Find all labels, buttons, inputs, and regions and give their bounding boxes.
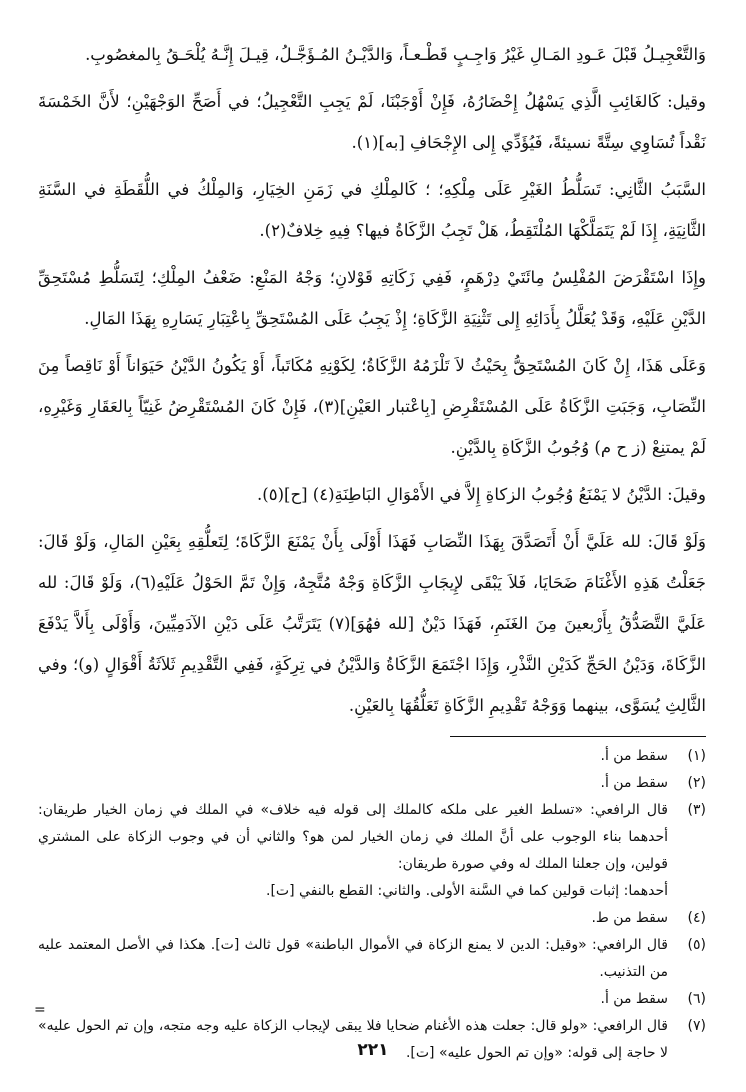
footnote-line: أحدهما: إثبات قولين كما في السَّنة الأولى. والثاني: القطع بالنفي [ت]. (266, 883, 668, 899)
footnote-text (38, 905, 668, 932)
footnote-text (38, 986, 668, 1013)
footnote-line: سقط من أ. (600, 748, 668, 764)
footnote (38, 932, 706, 986)
footnote-text (38, 932, 668, 986)
footnote-number: (٧) (687, 1018, 706, 1034)
footnote-line: قال الرافعي: «وقيل: الدين لا يمنع الزكاة في الأموال الباطنة» قول ثالث [ت]. هكذا في الأصل المعتمد عليه من التذنيب. (38, 937, 668, 980)
footnote-line: سقط من أ. (600, 775, 668, 791)
footnote (38, 743, 706, 770)
main-text (38, 34, 706, 726)
footnote-number: (١) (687, 748, 706, 764)
footnote (38, 770, 706, 797)
footnote-divider (450, 736, 706, 737)
footnote (38, 986, 706, 1013)
footnote-number: (٢) (687, 775, 706, 791)
footnote-line: قال الرافعي: «تسلط الغير على ملكه كالملك إلى قوله فيه خلاف» في الملك في زمان الخيار طريقان: أحدهما بناء الوجوب على أنَّ الملك في زمان الخيار لمن هو؟ والثاني أن في وجوب الزكاة على المشتري قولين، وإن جعلنا الملك له وفي صورة طريقان: (38, 802, 668, 872)
paragraph-2: وقيل: كَالغَائِبِ الَّذِي يَسْهُلُ إِحْضَارُهُ، فَإِنْ أَوْجَبْنَا، لَمْ يَجِبِ التَّعْجِيلُ؛ في أَصَحِّ الوَجْهَيْنِ؛ لأَنَّ الخَمْسَةَ نَقْداً تُسَاوِي سِتَّةً نسيئةً، فَيُؤَدِّي إِلى الإِجْحَافِ [به](١). (38, 92, 706, 152)
footnote-number: (٣) (687, 802, 706, 818)
footnotes-list (38, 743, 706, 1067)
paragraph-6: وقيلَ: الدَّيْنُ لا يَمْنَعُ وُجُوبُ الزكاةِ إِلاَّ في الأَمْوَالِ البَاطِنَةِ(٤) [ح](٥). (257, 485, 706, 504)
footnote-number: (٥) (687, 937, 706, 953)
paragraph-1: وَالتَّعْجِيـلُ قَبْلَ عَـودِ المَـالِ غَيْرُ وَاجِـبٍ قَطْـعـاً، وَالدَّيْـنُ المُـؤَجَّـلُ، قِيـلَ إِنَّـهُ يُلْحَـقُ بِالمغصُوبِ. (85, 45, 706, 64)
continuation-mark: = (34, 1002, 46, 1018)
footnote-number: (٦) (687, 991, 706, 1007)
footnote-line: سقط من أ. (600, 991, 668, 1007)
paragraph-7: وَلَوْ قَالَ: لله عَلَيَّ أَنْ أَتَصَدَّقَ بِهَذَا النِّصَابِ فَهَذَا أَوْلَى بِأَنْ يَمْنَعَ الزَّكَاةَ؛ لِتَعلُّقِهِ بِعَيْنِ المَالِ، وَلَوْ قَالَ: جَعَلْتُ هَذِهِ الأَغْنَامَ ضَحَايَا، فَلاَ يَبْقَى لإِيجَابِ الزَّكَاةِ وَجْهٌ مُتَّجِهٌ، وَإِنْ تَمَّ الحَوْلُ عَلَيْهِ(٦)، وَلَوْ قَالَ: لله عَلَيَّ التَّصَدُّقُ بِأَرْبعينَ مِنَ الغَنَمِ، فَهَذَا دَيْنٌ [لله فهُوَ](٧) يَتَرَتَّبُ عَلَى دَيْنِ الآدَمِيِّينَ، وَأَوْلَى بِأَلاَّ يَدْفَعَ الزَّكَاةَ، وَدَيْنُ الحَجِّ كَدَيْنِ النَّذْرِ، وَإِذَا اجْتَمَعَ الزَّكَاةُ وَالدَّيْنُ في تِرِكَةٍ، فَفِي التَّقْدِيمِ ثَلاَثَةُ أَقْوَالٍ (و)؛ وفي الثَّالِثِ يُسَوَّى، بينهما وَوَجْهُ تَقْدِيمِ الزَّكَاةِ تَعَلُّقُهَا بِالعَيْنِ. (38, 532, 706, 715)
footnote-text (38, 743, 668, 770)
page-number: ٢٢١ (357, 1040, 389, 1060)
footnote-number: (٤) (687, 910, 706, 926)
footnote (38, 797, 706, 905)
paragraph-4: وإِذَا اسْتَقْرَضَ المُفْلِسُ مِائَتَيْ دِرْهَمٍ، فَفِي زَكَاتِهِ قَوْلانِ؛ وَجْهُ المَنْعِ: ضَعْفُ المِلْكِ؛ لِتَسَلُّطِ مُسْتَحِقِّ الدَّيْنِ عَلَيْهِ، وَقَدْ يُعَلَّلُ بِأَدَائِهِ إِلى تَثْنِيَةِ الزَّكَاةِ؛ إِذْ يَجِبُ عَلَى المُسْتَحِقِّ بِاعْتِبَارِ يَسَارِهِ بِهَذَا المَالِ. (38, 268, 706, 328)
footnote-text (38, 797, 668, 905)
footnote-line: قال الرافعي: «ولو قال: جعلت هذه الأغنام ضحايا فلا يبقى لإيجاب الزكاة عليه وجه متجه، وإن تم الحول عليه» لا حاجة إلى قوله: «وإن تم الحول عليه» [ت]. (38, 1018, 668, 1061)
footnote-line: سقط من ط. (591, 910, 668, 926)
paragraph-5: وَعَلَى هَذَا، إِنْ كَانَ المُسْتَحِقُّ بِحَيْثُ لاَ تَلْزَمُهُ الزَّكَاةُ؛ لِكَوْنِهِ مُكَاتَباً، أَوْ يَكُونُ الدَّيْنُ حَيَوَاناً أَوْ نَاقِصاً مِنَ النِّصَابِ، وَجَبَتِ الزَّكَاةُ عَلَى المُسْتَقْرِضِ [بِاعْتبار العَيْنِ](٣)، فَإِنْ كَانَ المُسْتَقْرِضُ غَنِيّاً بِالعَقَارِ وَغَيْرِهِ، لَمْ يمتنِعْ (ز ح م) وُجُوبُ الزَّكَاةِ بِالدَّيْنِ. (38, 356, 706, 457)
footnote (38, 905, 706, 932)
footnote-text (38, 770, 668, 797)
paragraph-3: السَّبَبُ الثَّانِي: تَسَلُّطُ الغَيْرِ عَلَى مِلْكِهِ؛ ؛ كَالمِلْكِ في زَمَنِ الخِيَارِ، وَالمِلْكُ في اللُّقَطَةِ في السَّنَةِ الثَّانِيَةِ، إِذَا لَمْ يَتَمَلَّكْهَا المُلْتَقِطُ، هَلْ تَجِبُ الزَّكَاةُ فيها؟ فِيهِ خِلافٌ(٢). (38, 180, 706, 240)
